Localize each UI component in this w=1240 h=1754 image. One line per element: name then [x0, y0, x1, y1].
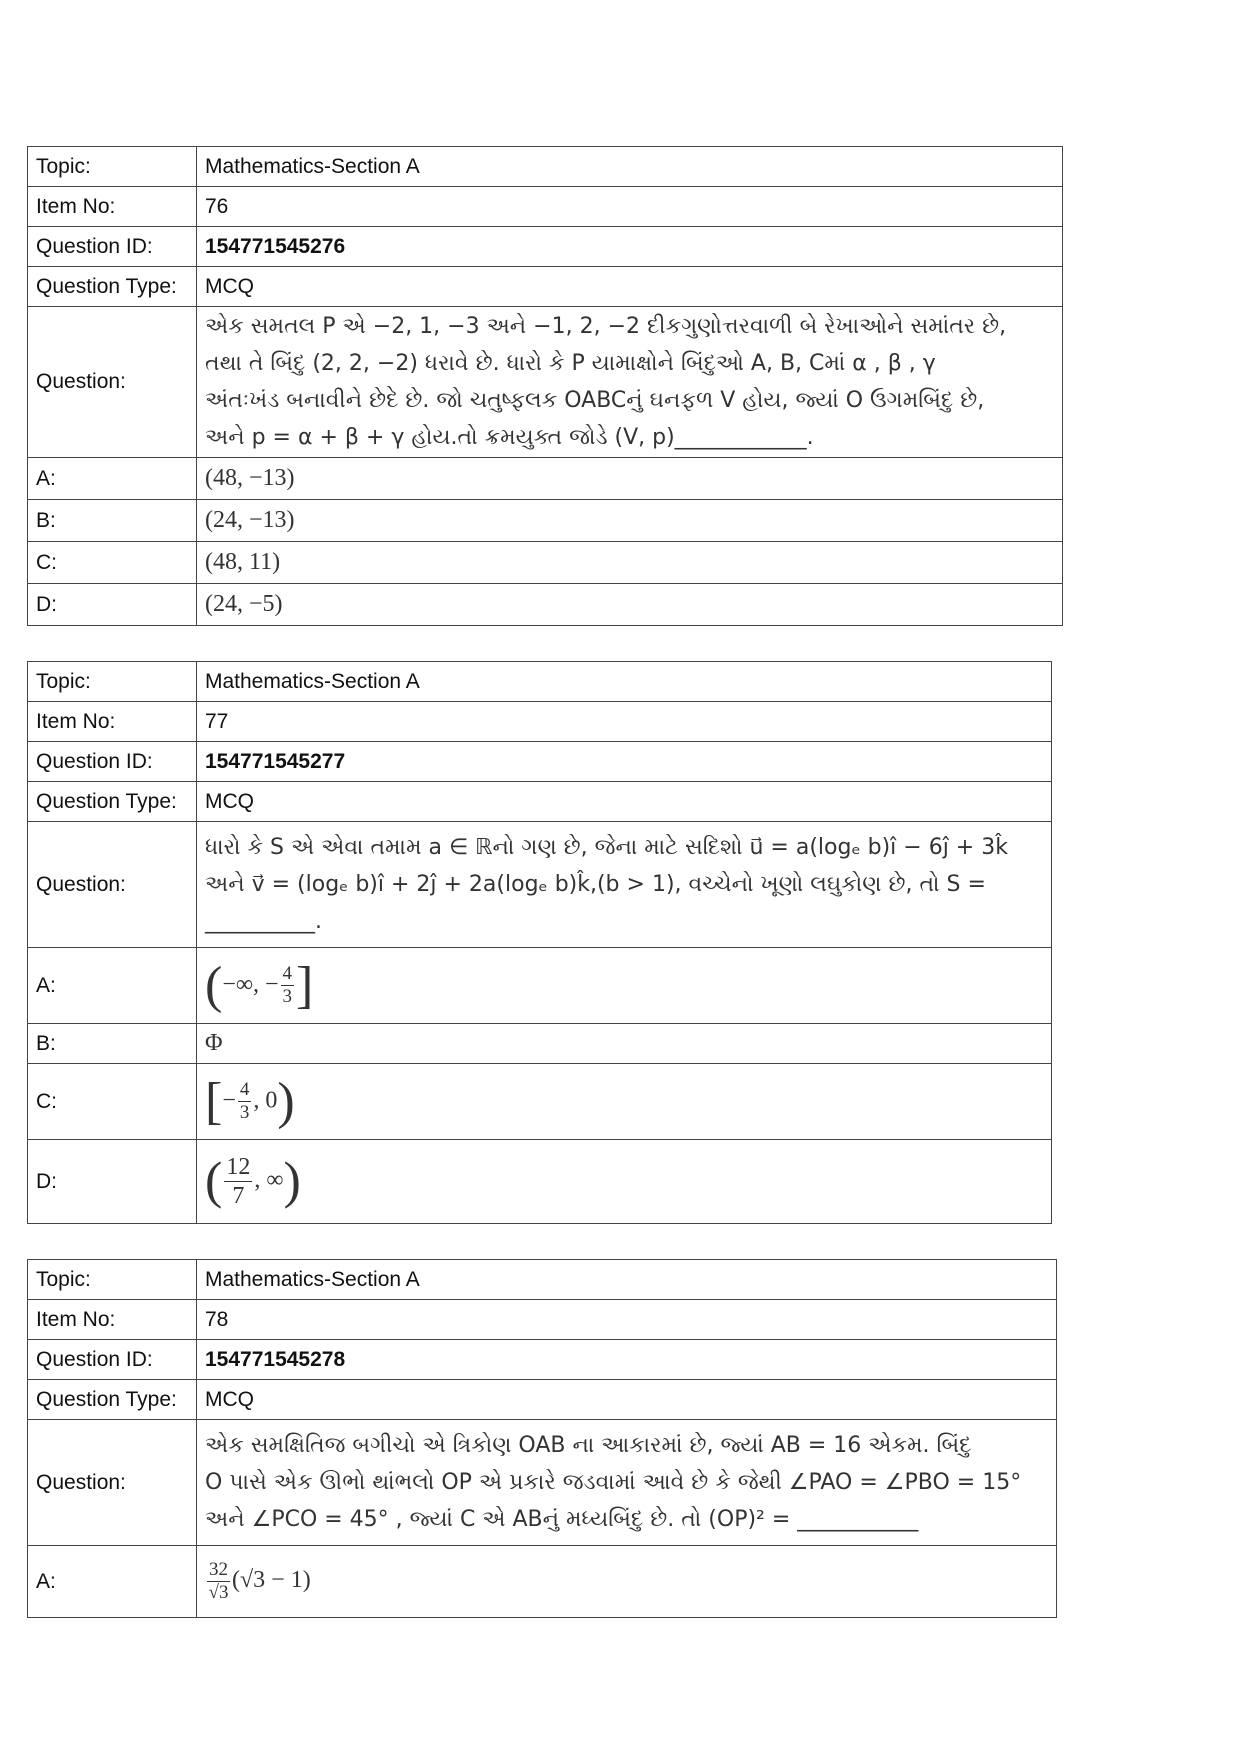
question-type-label: Question Type:	[28, 267, 197, 307]
numerator: 4	[282, 963, 293, 984]
question-label: Question:	[28, 1420, 197, 1546]
open-bracket: (	[205, 956, 223, 1014]
topic-label: Topic:	[28, 662, 197, 702]
close-bracket: )	[283, 1152, 301, 1210]
question-id-value: 154771545278	[197, 1340, 1057, 1380]
denominator: 7	[232, 1183, 245, 1209]
item-no-value: 78	[197, 1300, 1057, 1340]
question-text	[197, 1420, 1057, 1546]
option-a-value	[197, 948, 1052, 1024]
open-bracket: (	[205, 1152, 223, 1210]
question-table-77	[27, 661, 1052, 1224]
question-type-value: MCQ	[197, 782, 1052, 822]
item-no-label: Item No:	[28, 702, 197, 742]
topic-value: Mathematics-Section A	[197, 147, 1063, 187]
topic-label: Topic:	[28, 1260, 197, 1300]
option-a-value	[197, 1546, 1057, 1618]
question-text	[197, 307, 1063, 458]
question-line: અને v⃗ = (logₑ b)î + 2ĵ + 2a(logₑ b)k̂,(b > 1), વચ્ચેનો ખૂણો લઘુકોણ છે, તો S =	[205, 872, 986, 897]
option-c-value	[197, 1064, 1052, 1140]
question-id-label: Question ID:	[28, 227, 197, 267]
item-no-label: Item No:	[28, 1300, 197, 1340]
question-line: તથા તે બિંદુ (2, 2, −2) ધરાવે છે. ધારો કે P યામાક્ષોને બિંદુઓ A, B, Cમાં α , β , γ	[205, 351, 936, 376]
topic-value: Mathematics-Section A	[197, 1260, 1057, 1300]
denominator: 3	[239, 1102, 250, 1123]
numerator: 32	[209, 1559, 228, 1580]
question-type-label: Question Type:	[28, 782, 197, 822]
question-line: એક સમતલ P એ −2, 1, −3 અને −1, 2, −2 દીકગુણોત્તરવાળી બે રેખાઓને સમાંતર છે,	[205, 314, 1007, 339]
question-line: __________.	[205, 909, 322, 934]
item-no-value: 77	[197, 702, 1052, 742]
question-id-value: 154771545277	[197, 742, 1052, 782]
option-d-label: D:	[28, 584, 197, 626]
item-no-value: 76	[197, 187, 1063, 227]
question-line: ધારો કે S એ એવા તમામ a ∈ ℝનો ગણ છે, જેના માટે સદિશો u⃗ = a(logₑ b)î − 6ĵ + 3k̂	[205, 835, 1008, 860]
question-id-value: 154771545276	[197, 227, 1063, 267]
question-label: Question:	[28, 307, 197, 458]
numerator: 12	[226, 1154, 251, 1180]
fraction	[238, 1079, 252, 1124]
open-bracket: [	[205, 1072, 223, 1130]
question-line: અને ∠PCO = 45° , જ્યાં C એ ABનું મધ્યબિંદુ છે. તો (OP)² = ___________	[205, 1507, 919, 1532]
item-no-label: Item No:	[28, 187, 197, 227]
question-table-76	[27, 146, 1063, 626]
option-a-value: (48, −13)	[197, 458, 1063, 500]
question-line: એક સમક્ષિતિજ બગીચો એ ત્રિકોણ OAB ના આકારમાં છે, જ્યાં AB = 16 એકમ. બિંદુ	[205, 1433, 972, 1458]
question-label: Question:	[28, 822, 197, 948]
expr-suffix: (√3 − 1)	[232, 1567, 311, 1594]
close-bracket: )	[277, 1072, 295, 1130]
topic-label: Topic:	[28, 147, 197, 187]
numerator: 4	[239, 1079, 250, 1100]
denominator: √3	[208, 1582, 229, 1603]
question-line: અને p = α + β + γ હોય.તો ક્રમયુક્ત જોડે (V, p)____________.	[205, 425, 814, 450]
option-c-value: (48, 11)	[197, 542, 1063, 584]
option-b-value: (24, −13)	[197, 500, 1063, 542]
denominator: 3	[282, 986, 293, 1007]
question-id-label: Question ID:	[28, 1340, 197, 1380]
option-a-label: A:	[28, 458, 197, 500]
expr-suffix: , ∞	[254, 1167, 284, 1194]
option-a-label: A:	[28, 1546, 197, 1618]
question-line: અંતઃખંડ બનાવીને છેદે છે. જો ચતુષ્ફલક OABCનું ઘનફળ V હોય, જ્યાં O ઉગમબિંદુ છે,	[205, 388, 985, 413]
fraction	[224, 1153, 252, 1210]
option-b-label: B:	[28, 500, 197, 542]
fraction	[207, 1559, 230, 1604]
option-b-value: Φ	[197, 1024, 1052, 1064]
option-b-label: B:	[28, 1024, 197, 1064]
close-bracket: ]	[296, 956, 314, 1014]
option-d-label: D:	[28, 1140, 197, 1224]
option-c-label: C:	[28, 1064, 197, 1140]
fraction	[281, 963, 295, 1008]
expr-prefix: −∞, −	[222, 971, 279, 998]
question-text	[197, 822, 1052, 948]
question-id-label: Question ID:	[28, 742, 197, 782]
question-type-label: Question Type:	[28, 1380, 197, 1420]
question-type-value: MCQ	[197, 1380, 1057, 1420]
option-c-label: C:	[28, 542, 197, 584]
topic-value: Mathematics-Section A	[197, 662, 1052, 702]
option-a-label: A:	[28, 948, 197, 1024]
expr-prefix: −	[222, 1087, 236, 1114]
question-line: O પાસે એક ઊભો થાંભલો OP એ પ્રકારે જડવામાં આવે છે કે જેથી ∠PAO = ∠PBO = 15°	[205, 1470, 1022, 1495]
option-d-value: (24, −5)	[197, 584, 1063, 626]
question-table-78	[27, 1259, 1057, 1618]
question-type-value: MCQ	[197, 267, 1063, 307]
expr-suffix: , 0	[253, 1087, 278, 1114]
option-d-value	[197, 1140, 1052, 1224]
